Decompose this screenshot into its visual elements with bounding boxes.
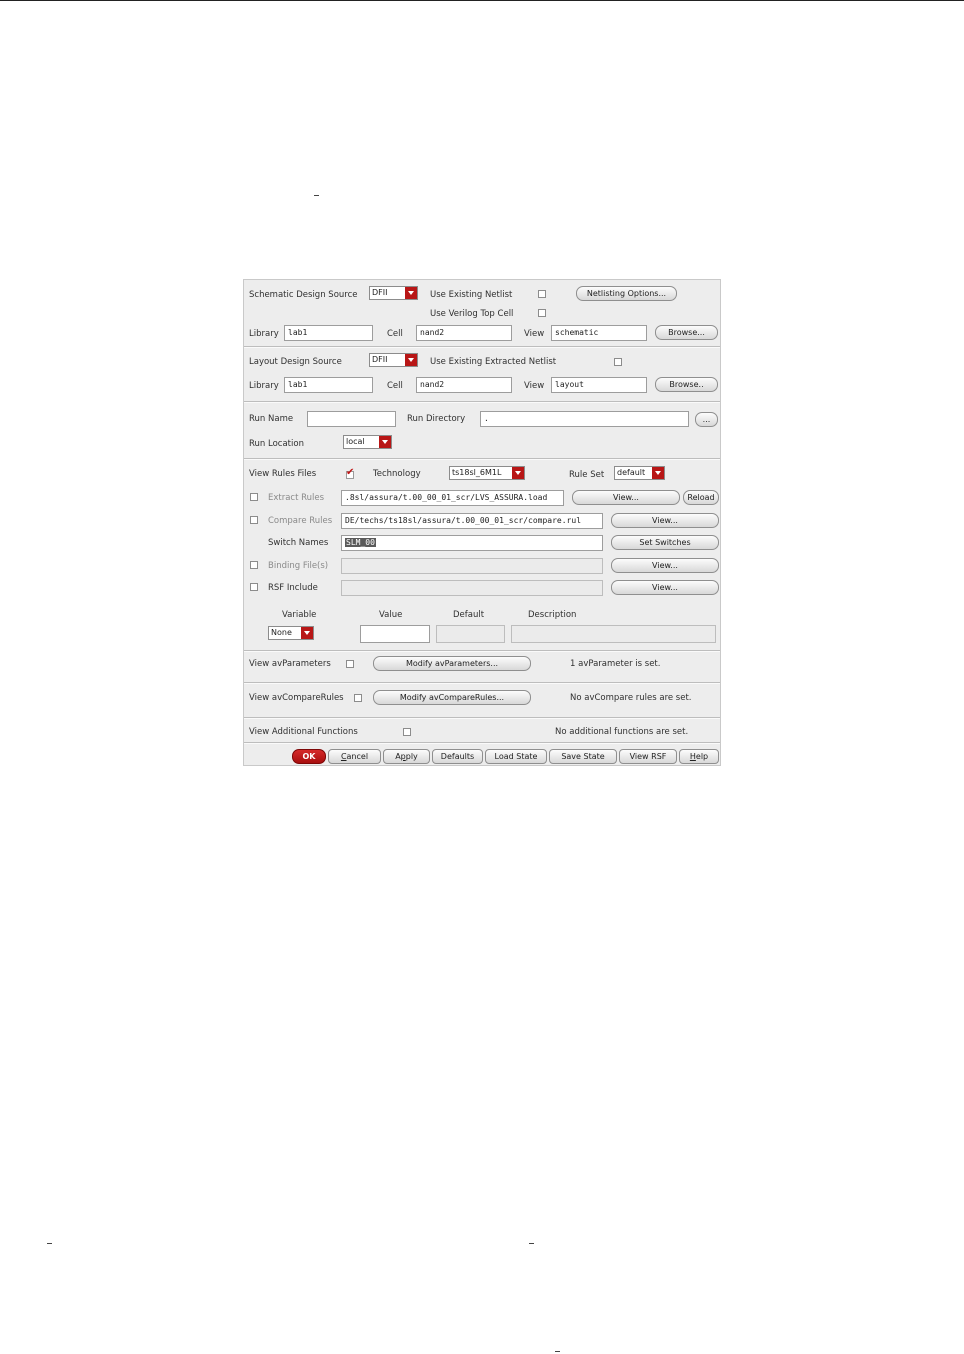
schematic-browse-button[interactable]: Browse... <box>655 325 718 340</box>
schematic-view-field[interactable]: schematic <box>551 325 647 341</box>
value-column-header: Value <box>379 610 403 620</box>
view-avparameters-checkbox[interactable] <box>346 660 354 668</box>
apply-label-start: A <box>395 752 401 761</box>
layout-view-label: View <box>524 381 545 391</box>
assura-lvs-run-dialog <box>243 279 721 766</box>
rsf-include-label: RSF Include <box>268 583 318 593</box>
section-separator <box>244 346 720 348</box>
use-verilog-top-cell-label: Use Verilog Top Cell <box>430 309 514 319</box>
rule-set-label: Rule Set <box>569 470 605 480</box>
schematic-cell-field[interactable]: nand2 <box>416 325 512 341</box>
dropdown-arrow-icon <box>301 627 313 639</box>
section-separator <box>244 650 720 652</box>
section-separator <box>244 401 720 403</box>
view-avparameters-label: View avParameters <box>249 659 331 669</box>
compare-rules-field[interactable]: DE/techs/ts18sl/assura/t.00_00_01_scr/compare.rul <box>341 513 603 529</box>
load-state-button[interactable]: Load State <box>485 749 547 764</box>
rule-set-value: default <box>617 468 646 477</box>
technology-select[interactable] <box>449 466 525 480</box>
run-location-label: Run Location <box>249 439 304 449</box>
cancel-mnemonic: C <box>340 752 347 761</box>
page-top-rule <box>0 0 964 1</box>
default-column-header: Default <box>453 610 485 620</box>
schematic-cell-label: Cell <box>387 329 403 339</box>
variable-default-field <box>436 625 505 643</box>
apply-label-end: ply <box>405 752 418 761</box>
help-mnemonic: H <box>689 752 696 761</box>
layout-library-field[interactable]: lab1 <box>284 377 373 393</box>
schematic-view-label: View <box>524 329 545 339</box>
extract-rules-reload-button[interactable]: Reload <box>683 490 719 505</box>
schematic-format-select[interactable] <box>369 286 418 300</box>
view-avcomparerules-checkbox[interactable] <box>354 694 362 702</box>
compare-rules-label: Compare Rules <box>268 516 333 526</box>
run-location-select[interactable] <box>343 435 392 449</box>
run-directory-browse-button[interactable]: ... <box>695 412 718 427</box>
layout-format-value: DFII <box>372 355 388 364</box>
view-additional-functions-checkbox[interactable] <box>403 728 411 736</box>
avcomparerules-status: No avCompare rules are set. <box>570 693 692 703</box>
apply-mnemonic: p <box>400 752 406 761</box>
set-switches-button[interactable]: Set Switches <box>611 535 719 550</box>
additional-functions-status: No additional functions are set. <box>555 727 689 737</box>
netlisting-options-button[interactable]: Netlisting Options... <box>576 286 677 301</box>
run-location-value: local <box>346 437 365 446</box>
switch-names-field[interactable] <box>341 535 603 551</box>
schematic-format-value: DFII <box>372 288 388 297</box>
use-existing-netlist-label: Use Existing Netlist <box>430 290 513 300</box>
layout-browse-button[interactable]: Browse.. <box>655 377 718 392</box>
extract-rules-view-button[interactable]: View... <box>572 490 680 505</box>
binding-files-field[interactable] <box>341 558 603 574</box>
use-existing-netlist-checkbox[interactable] <box>538 290 546 298</box>
compare-rules-checkbox[interactable] <box>250 516 258 524</box>
layout-format-select[interactable] <box>369 353 418 367</box>
save-state-button[interactable]: Save State <box>549 749 617 764</box>
extract-rules-label: Extract Rules <box>268 493 325 503</box>
view-rules-files-label: View Rules Files <box>249 469 317 479</box>
binding-files-checkbox[interactable] <box>250 561 258 569</box>
section-separator <box>244 742 720 744</box>
layout-cell-field[interactable]: nand2 <box>416 377 512 393</box>
rsf-include-field[interactable] <box>341 580 603 596</box>
section-separator <box>244 458 720 460</box>
run-directory-label: Run Directory <box>407 414 466 424</box>
layout-library-label: Library <box>249 381 279 391</box>
ok-button[interactable]: OK <box>292 749 326 764</box>
extract-rules-checkbox[interactable] <box>250 493 258 501</box>
help-label: elp <box>695 752 709 761</box>
apply-button[interactable] <box>383 749 430 764</box>
layout-view-field[interactable]: layout <box>551 377 647 393</box>
help-button[interactable] <box>679 749 719 764</box>
section-separator <box>244 717 720 719</box>
rsf-include-view-button[interactable]: View... <box>611 580 719 595</box>
run-directory-field[interactable]: . <box>480 411 689 427</box>
switch-names-selected-text: SLM_00 <box>346 538 375 547</box>
schematic-library-label: Library <box>249 329 279 339</box>
layout-source-label: Layout Design Source <box>249 357 342 367</box>
technology-value: ts18sl_6M1L <box>452 468 502 477</box>
run-name-label: Run Name <box>249 414 294 424</box>
layout-cell-label: Cell <box>387 381 403 391</box>
technology-label: Technology <box>373 469 421 479</box>
schematic-source-label: Schematic Design Source <box>249 290 358 300</box>
view-rsf-button[interactable]: View RSF <box>619 749 677 764</box>
view-avcomparerules-label: View avCompareRules <box>249 693 344 703</box>
binding-files-view-button[interactable]: View... <box>611 558 719 573</box>
switch-names-label: Switch Names <box>268 538 329 548</box>
dropdown-arrow-icon <box>379 436 391 448</box>
use-verilog-top-cell-checkbox[interactable] <box>538 309 546 317</box>
dropdown-arrow-icon <box>512 467 524 479</box>
modify-avcomparerules-button[interactable]: Modify avCompareRules... <box>373 690 531 705</box>
binding-files-label: Binding File(s) <box>268 561 329 571</box>
compare-rules-view-button[interactable]: View... <box>611 513 719 528</box>
variable-select[interactable] <box>268 626 314 640</box>
variable-select-value: None <box>271 628 292 637</box>
variable-column-header: Variable <box>282 610 317 620</box>
view-additional-functions-label: View Additional Functions <box>249 727 358 737</box>
cancel-label: ancel <box>346 752 369 761</box>
description-column-header: Description <box>528 610 577 620</box>
rule-set-select[interactable] <box>614 466 665 480</box>
page-mark <box>529 1243 534 1244</box>
modify-avparameters-button[interactable]: Modify avParameters... <box>373 656 531 671</box>
dropdown-arrow-icon <box>405 287 417 299</box>
dropdown-arrow-icon <box>405 354 417 366</box>
page-mark <box>47 1243 52 1244</box>
defaults-button[interactable]: Defaults <box>432 749 483 764</box>
extract-rules-field[interactable]: .8sl/assura/t.00_00_01_scr/LVS_ASSURA.load <box>341 490 564 506</box>
view-rules-files-checkbox[interactable] <box>346 471 354 479</box>
dropdown-arrow-icon <box>652 467 664 479</box>
variable-description-field <box>511 625 716 643</box>
page-mark <box>555 1351 560 1352</box>
section-separator <box>244 682 720 684</box>
use-existing-extracted-label: Use Existing Extracted Netlist <box>430 357 557 367</box>
rsf-include-checkbox[interactable] <box>250 583 258 591</box>
cancel-button[interactable] <box>328 749 381 764</box>
schematic-library-field[interactable]: lab1 <box>284 325 373 341</box>
variable-value-field[interactable] <box>360 625 430 643</box>
avparameters-status: 1 avParameter is set. <box>570 659 661 669</box>
run-name-field[interactable] <box>307 411 396 427</box>
use-existing-extracted-checkbox[interactable] <box>614 358 622 366</box>
page-mark <box>314 195 319 196</box>
